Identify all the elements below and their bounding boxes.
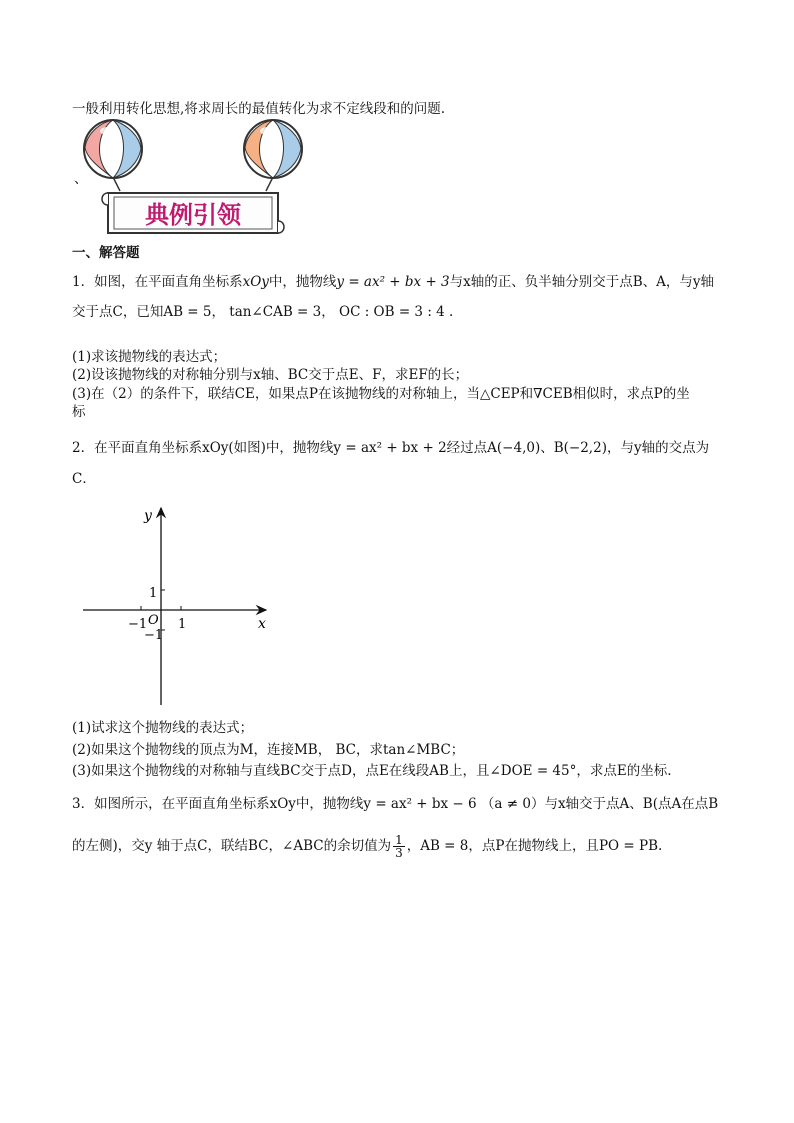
q3-line2-a: 的左侧)，交y 轴于点C，联结BC，∠ABC的余切值为 bbox=[72, 838, 392, 854]
q2-sub1: (1)试求这个抛物线的表达式； bbox=[72, 720, 254, 736]
y-axis-label: y bbox=[144, 508, 152, 524]
q3-fraction bbox=[393, 834, 405, 859]
beach-ball-left-icon bbox=[84, 120, 142, 178]
banner-string-left bbox=[113, 177, 120, 191]
q3-fraction-num: 1 bbox=[395, 833, 403, 847]
x-axis-label: x bbox=[258, 616, 266, 632]
x-tick-label-neg: −1 bbox=[128, 617, 148, 632]
q2-sub3: (3)如果这个抛物线的对称轴与直线BC交于点D，点E在线段AB上，且∠DOE = 45°，求点E的坐标. bbox=[72, 763, 672, 779]
q3-fraction-den: 3 bbox=[395, 846, 403, 860]
q1-line1-b: xOy bbox=[242, 274, 269, 290]
q1-line2: 交于点C，已知AB = 5， tan∠CAB = 3， OC : OB = 3 : 4 . bbox=[72, 304, 454, 320]
q1-sub1: (1)求该抛物线的表达式； bbox=[72, 349, 227, 365]
q3-line1: 3．如图所示，在平面直角坐标系xOy中，抛物线y = ax² + bx − 6 （a ≠ 0）与x轴交于点A、B(点A在点B bbox=[72, 796, 719, 812]
beach-ball-right-icon bbox=[244, 120, 302, 178]
q2-line2: C． bbox=[72, 471, 96, 487]
q3-line2-b: ，AB = 8，点P在抛物线上，且PO = PB. bbox=[406, 838, 663, 854]
section-heading: 一、解答题 bbox=[72, 245, 140, 261]
y-tick-label-neg: −1 bbox=[144, 628, 164, 643]
q1-sub3-line2: 标 bbox=[72, 404, 86, 420]
q1-line1 bbox=[72, 273, 714, 291]
y-tick-label-pos: 1 bbox=[149, 586, 158, 601]
intro-text: 一般利用转化思想,将求周长的最值转化为求不定线段和的问题. bbox=[72, 101, 446, 117]
q1-line1-d: 与x轴的正、负半轴分别交于点B、A，与y轴 bbox=[449, 274, 715, 290]
q3-line2 bbox=[72, 834, 662, 859]
x-tick-label-pos: 1 bbox=[178, 617, 187, 632]
coordinate-axes-figure bbox=[78, 500, 278, 710]
origin-label: O bbox=[148, 613, 159, 628]
banner-string-right bbox=[266, 177, 273, 191]
stray-mark: 、 bbox=[74, 171, 88, 187]
q1-sub3-line1: (3)在（2）的条件下，联结CE，如果点P在该抛物线的对称轴上，当△CEP和∇CEB相似时，求点P的坐 bbox=[72, 386, 690, 402]
q1-line1-c: 中，抛物线 bbox=[268, 274, 337, 290]
q2-sub2: (2)如果这个抛物线的顶点为M，连接MB， BC，求tan∠MBC； bbox=[72, 742, 465, 758]
example-banner bbox=[78, 117, 308, 241]
q1-equation: y = ax² + bx + 3 bbox=[336, 274, 450, 290]
q2-line1: 2．在平面直角坐标系xOy(如图)中，抛物线y = ax² + bx + 2经过点A(−4,0)、B(−2,2)，与y轴的交点为 bbox=[72, 440, 710, 456]
q1-line1-a: 1．如图，在平面直角坐标系 bbox=[72, 274, 243, 290]
q1-sub2: (2)设该抛物线的对称轴分别与x轴、BC交于点E、F，求EF的长； bbox=[72, 367, 469, 383]
banner-title: 典例引领 bbox=[145, 201, 241, 229]
